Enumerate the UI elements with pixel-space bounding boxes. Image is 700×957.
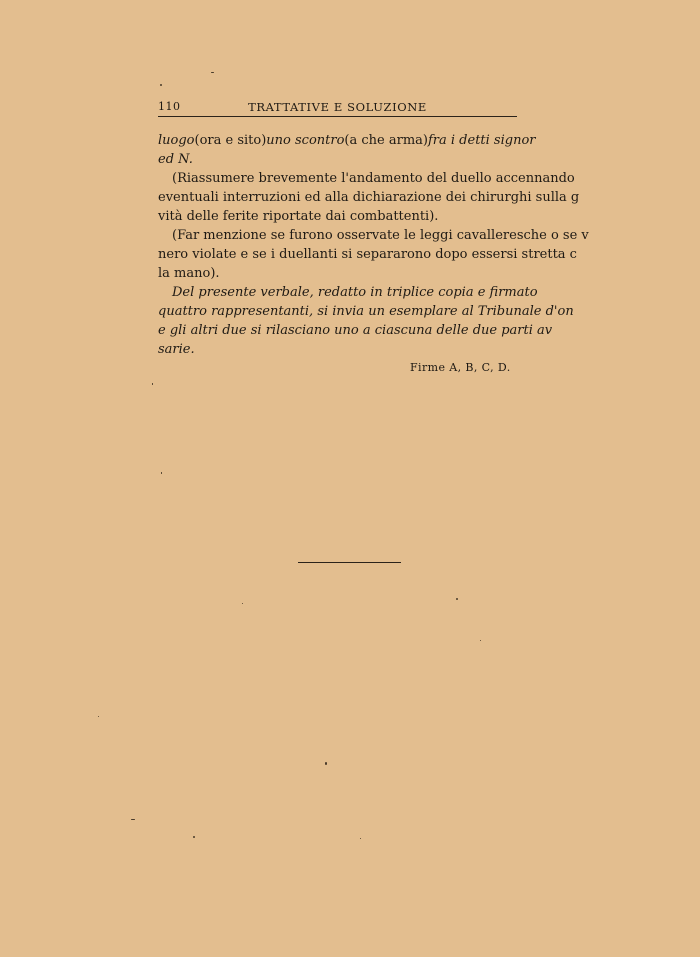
paragraph-3-line-1: (Far menzione se furono osservate le leggi cavalleresche o se v bbox=[172, 228, 589, 243]
paragraph-4-line-3: e gli altri due si rilasciano uno a ciascuna delle due parti av bbox=[158, 323, 553, 338]
signature-line: Firme A, B, C, D. bbox=[410, 361, 511, 374]
paper-speck bbox=[160, 84, 162, 86]
paragraph-2-line-3: vità delle ferite riportate dai combattenti). bbox=[158, 209, 439, 224]
running-head bbox=[158, 96, 517, 120]
end-rule bbox=[298, 562, 401, 563]
paper-speck bbox=[152, 383, 153, 385]
body-text bbox=[158, 131, 589, 359]
paragraph-3-line-3: la mano). bbox=[158, 266, 220, 281]
paper-speck bbox=[211, 72, 214, 73]
text-segment: luogo bbox=[158, 133, 195, 148]
paper-speck bbox=[456, 598, 458, 600]
paragraph-4-line-1: Del presente verbale, redatto in triplice copia e firmato bbox=[172, 285, 538, 300]
paper-speck bbox=[480, 640, 481, 641]
paper-speck bbox=[325, 762, 327, 765]
paragraph-1-line-2: ed N. bbox=[158, 152, 193, 167]
text-segment: fra i detti signor bbox=[427, 133, 536, 148]
paper-speck bbox=[98, 716, 99, 717]
text-segment: uno scontro bbox=[266, 133, 345, 148]
text-segment: (ora e sito) bbox=[194, 133, 267, 148]
paper-speck bbox=[360, 838, 361, 839]
paragraph-4-line-4: sarie. bbox=[158, 342, 195, 357]
text-segment: (a che arma) bbox=[344, 133, 428, 148]
paragraph-4-line-2: quattro rappresentanti, si invia un esemplare al Tribunale d'on bbox=[158, 304, 574, 319]
paragraph-3-line-2: nero violate e se i duellanti si separarono dopo essersi stretta c bbox=[158, 247, 577, 262]
paper-speck bbox=[161, 472, 162, 474]
paragraph-2-line-2: eventuali interruzioni ed alla dichiarazione dei chirurghi sulla g bbox=[158, 190, 580, 205]
page-number: 110 bbox=[158, 100, 181, 113]
paragraph-2-line-1: (Riassumere brevemente l'andamento del duello accennando bbox=[172, 171, 575, 186]
paragraph-1-line-1 bbox=[158, 131, 536, 150]
running-title: TRATTATIVE E SOLUZIONE bbox=[248, 100, 427, 114]
paper-speck bbox=[242, 603, 243, 604]
paper-speck bbox=[193, 836, 195, 838]
header-rule bbox=[158, 116, 517, 117]
paper-speck bbox=[131, 819, 135, 820]
